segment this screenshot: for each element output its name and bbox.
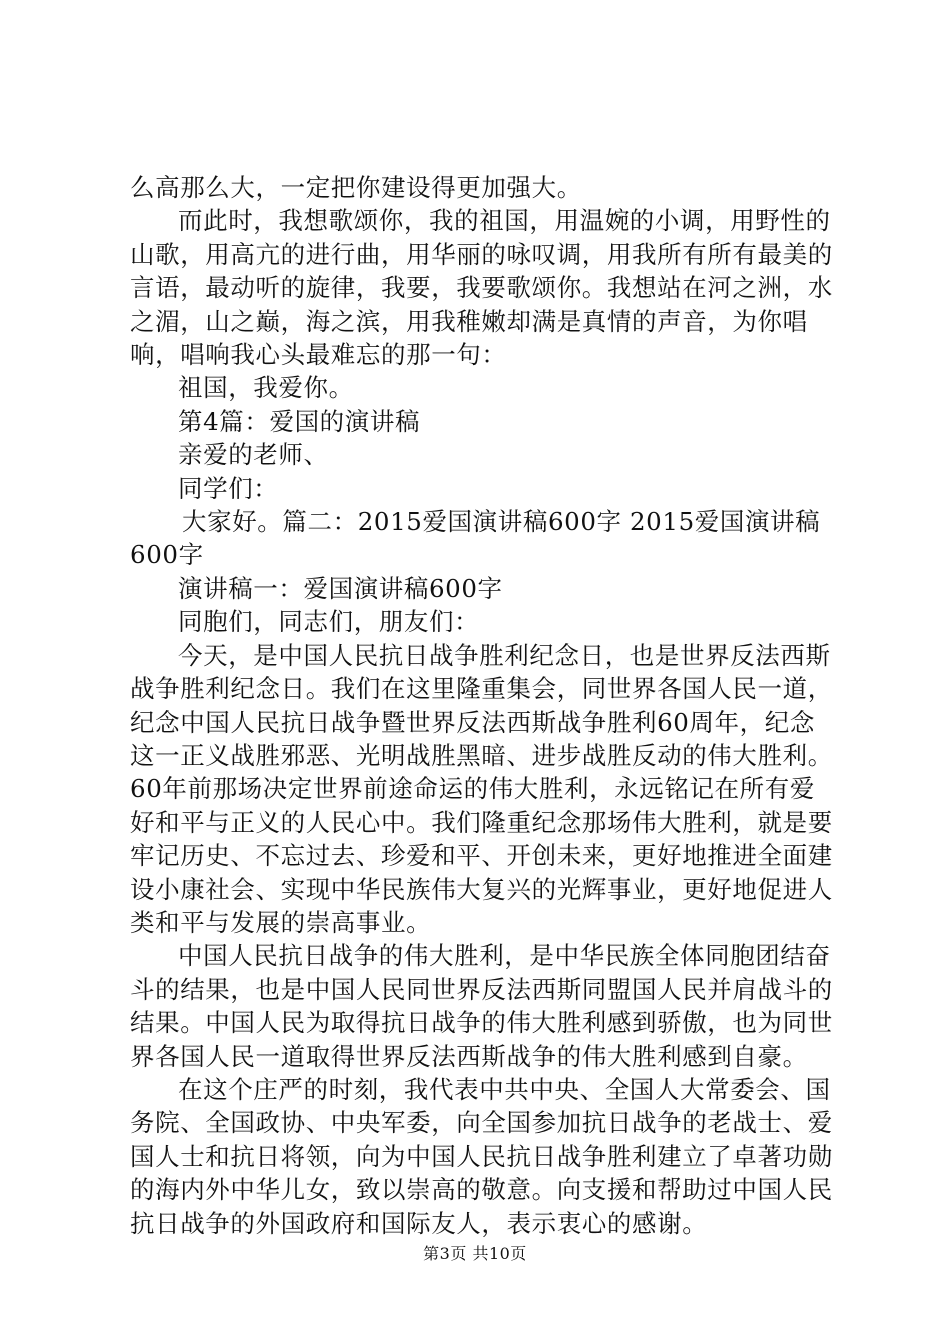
section-heading: 第4篇：爱国的演讲稿 <box>178 406 421 436</box>
paragraph-1: 么高那么大，一定把你建设得更加强大。 <box>130 173 582 202</box>
salutation-compatriots: 同胞们，同志们，朋友们： <box>178 607 480 637</box>
paragraph-2: 而此时，我想歌颂你，我的祖国，用温婉的小调，用野性的山歌，用高亢的进行曲，用华丽的咏叹调，用我所有所有最美的言语，最动听的旋律，我要，我要歌颂你。我想站在河之洲，水之湄，山之巅，海之滨，用我稚嫩却满是真情的声音，为你唱响，唱响我心头最难忘的那一句： <box>130 206 833 370</box>
paragraph-solemn-moment: 在这个庄严的时刻，我代表中共中央、全国人大常委会、国务院、全国政协、中央军委，向全国参加抗日战争的老战士、爱国人士和抗日将领，向为中国人民抗日战争胜利建立了卓著功勋的海内外中华儿女，致以崇高的敬意。向支援和帮助过中国人民抗日战争的外国政府和国际友人，表示衷心的感谢。 <box>130 1074 833 1238</box>
page-footer <box>0 1244 950 1264</box>
salutation-students: 同学们： <box>178 473 279 503</box>
paragraph-3: 祖国，我爱你。 <box>178 373 354 403</box>
paragraph-great-victory: 中国人民抗日战争的伟大胜利，是中华民族全体同胞团结奋斗的结果，也是中国人民同世界反法西斯同盟国人民并肩战斗的结果。中国人民为取得抗日战争的伟大胜利感到骄傲，也为同世界各国人民一道取得世界反法西斯战争的伟大胜利感到自豪。 <box>130 941 833 1071</box>
page-number-label: 第3页 共10页 <box>423 1244 527 1263</box>
salutation-teachers: 亲爱的老师、 <box>178 440 329 470</box>
paragraph-victory-day: 今天，是中国人民抗日战争胜利纪念日，也是世界反法西斯战争胜利纪念日。我们在这里隆重集会，同世界各国人民一道，纪念中国人民抗日战争暨世界反法西斯战争胜利60周年，纪念这一正义战胜邪恶、光明战胜黑暗、进步战胜反动的伟大胜利。60年前那场决定世界前途命运的伟大胜利，永远铭记在所有爱好和平与正义的人民心中。我们隆重纪念那场伟大胜利，就是要牢记历史、不忘过去、珍爱和平、开创未来，更好地推进全面建设小康社会、实现中华民族伟大复兴的光辉事业，更好地促进人类和平与发展的崇高事业。 <box>130 640 833 937</box>
document-body <box>130 171 835 1240</box>
speech-one-heading: 演讲稿一：爱国演讲稿600字 <box>178 573 503 603</box>
greeting-paragraph: 大家好。篇二：2015爱国演讲稿600字 2015爱国演讲稿600字 <box>130 507 821 570</box>
